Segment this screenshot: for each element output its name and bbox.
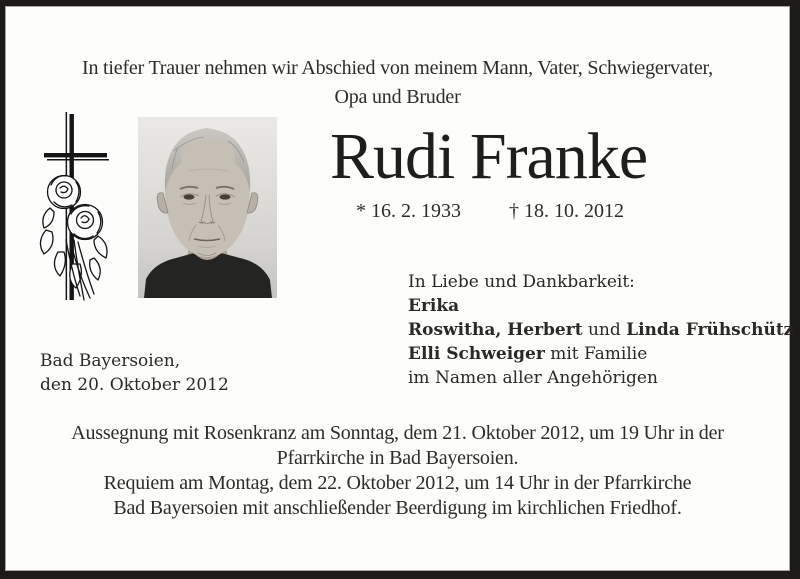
mourners-block [408,270,793,390]
death-date: † 18. 10. 2012 [509,200,624,222]
place-date-block [40,349,229,397]
service-line: Pfarrkirche in Bad Bayersoien. [276,447,519,469]
intro-line: In tiefer Trauer nehmen wir Abschied von meinem Mann, Vater, Schwiegervater, [82,57,713,79]
service-line: Requiem am Montag, dem 22. Oktober 2012, um 14 Uhr in der Pfarrkirche [103,472,692,494]
notice-paper [6,7,794,570]
life-dates [356,198,624,224]
service-line: Aussegnung mit Rosenkranz am Sonntag, dem 21. Oktober 2012, um 19 Uhr in der [71,422,724,444]
intro-line: Opa und Bruder [334,86,461,108]
mourner-line: im Namen aller Angehörigen [408,368,658,388]
mourners-heading: In Liebe und Dankbarkeit: [408,272,635,292]
date-line: den 20. Oktober 2012 [40,375,229,395]
intro-text [6,54,789,112]
mourner-line: Erika [408,296,460,316]
mourner-line: Elli Schweiger mit Familie [408,344,648,364]
birth-date: * 16. 2. 1933 [356,200,461,222]
portrait-photo [138,117,277,298]
cross-with-roses-icon [36,112,114,302]
service-line: Bad Bayersoien mit anschließender Beerdigung im kirchlichen Friedhof. [113,497,682,519]
place-line: Bad Bayersoien, [40,351,181,371]
service-announcements [6,421,789,521]
deceased-name: Rudi Franke [330,120,648,193]
mourner-line: Roswitha, Herbert und Linda Frühschütz [408,320,794,340]
